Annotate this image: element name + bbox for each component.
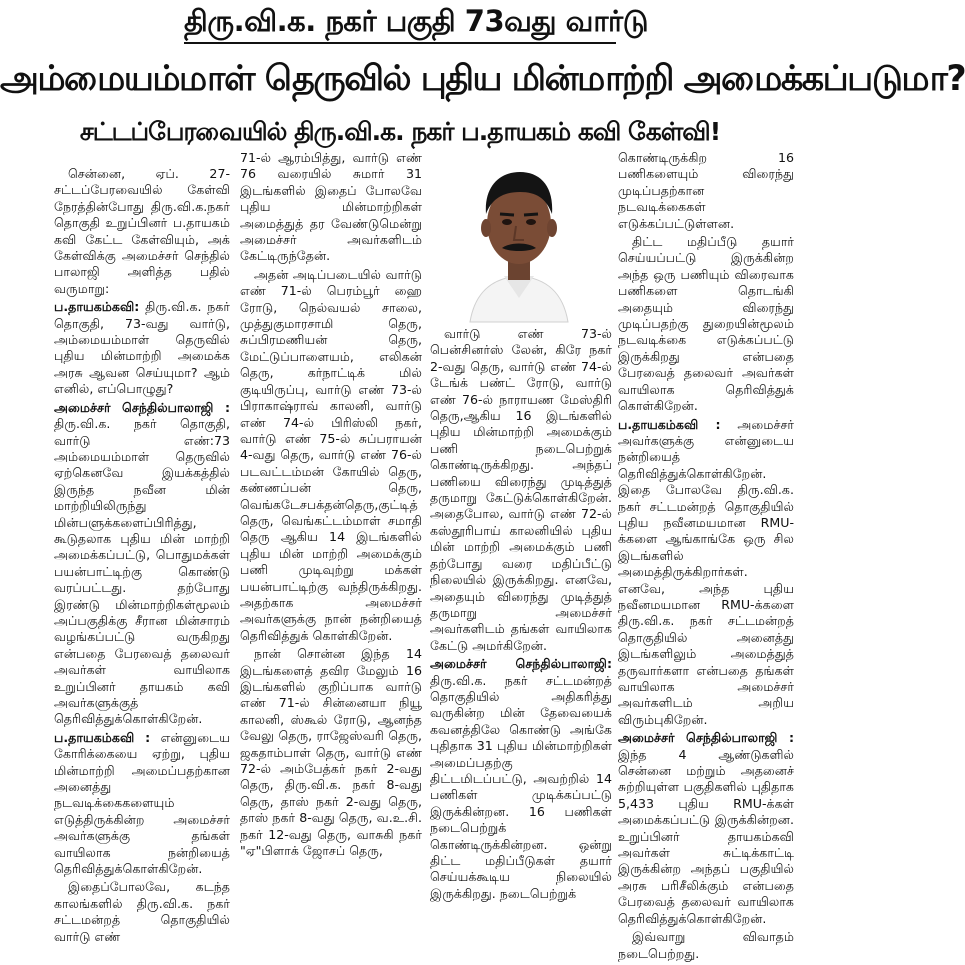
portrait-illustration [430, 152, 608, 322]
subheadline: சட்டப்பேரவையில் திரு.வி.க. நகர் ப.தாயகம் கவி கேள்வி! [79, 117, 721, 146]
speech-text: திரு.வி.க. நகர் தொகுதி, 73-வது வார்டு, அம்மையம்மாள் தெருவில் புதிய மின்மாற்றி அமைக்க அரசு ஆவன செய்யுமா? ஆம் எனில், எப்பொழுது? [54, 299, 230, 397]
kicker-underline [184, 42, 616, 44]
kicker-heading: திரு.வி.க. நகர் பகுதி 73வது வார்டு [184, 4, 649, 38]
paragraph: திட்ட மதிப்பீடு தயார் செய்யப்பட்டு இருக்கின்ற அந்த ஒரு பணியும் விரைவாக பணிகளை தொடங்கி அதையும் விரைந்து முடிப்பதற்கு துறையின்மூலம் நடவடிக்கை எடுக்கப்பட்டு இருக்கிறது என்பதை பேரவைத் தலைவர் அவர்கள் வாயிலாக தெரிவித்துக் கொள்கிறேன். [618, 234, 794, 414]
paragraph: அதன் அடிப்படையில் வார்டு எண் 71-ல் பெரம்பூர் ஹை ரோடு, நெல்வயல் சாலை, முத்துகுமாரசாமி தெரு, சுப்பிரமணியன் தெரு, மேட்டுப்பாளையம், எலிகன் தெரு, கர்நாட்டிக் மில் குடியிருப்பு, வார்டு எண் 73-ல் பிராகாஷ்ராவ் காலனி, வார்டு எண் 74-ல் பிரிஸ்லி நகர், வார்டு எண் 75-ல் சுப்பராயன் 4-வது தெரு, வார்டு எண் 76-ல் படவட்டம்மன் கோயில் தெரு, கண்ணப்பன் தெரு, வெங்கடேசபக்தன்தெரு,குட்டித் தெரு, வெங்கட்டம்மாள் சமாதி தெரு ஆகிய 14 இடங்களில் புதிய மின் மாற்றி அமைக்கும் பணி முடிவுற்று மக்கள் பயன்பாட்டிற்கு வந்திருக்கிறது. அதற்காக அமைச்சர் அவர்களுக்கு நான் நன்றியைத் தெரிவித்துக் கொள்கிறேன். [240, 266, 422, 643]
headline: அம்மையம்மாள் தெருவில் புதிய மின்மாற்றி அமைக்கப்படுமா? [0, 59, 965, 99]
paragraph [54, 400, 230, 728]
speaker-label: அமைச்சர் செந்தில்பாலாஜி : [618, 730, 794, 746]
portrait-photo [430, 152, 608, 322]
paragraph [54, 730, 230, 878]
speaker-label: ப.தாயகம்கவி : [618, 416, 721, 432]
paragraph: நான் சொன்ன இந்த 14 இடங்களைத் தவிர மேலும் 16 இடங்களில் குறிப்பாக வார்டு எண் 71-ல் சின்னையா நியூ காலனி, ஸ்கூல் ரோடு, ஆனந்த வேலு தெரு, ராஜேஸ்வரி தெரு, ஜகதாம்பாள் தெரு, வார்டு எண் 72-ல் அம்பேத்கர் நகர் 2-வது தெரு, திரு.வி.க. நகர் 8-வது தெரு, தாஸ் நகர் 2-வது தெரு, தாஸ் நகர் 8-வது தெரு, வ.உ.சி. நகர் 12-வது தெரு, வாசுகி நகர் "ஏ"பிளாக் ஜோசப் தெரு, [240, 646, 422, 859]
speaker-label: அமைச்சர் செந்தில்பாலாஜி : [54, 399, 230, 415]
speech-text: இந்த 4 ஆண்டுகளில் சென்னை மற்றும் அதனைச் சுற்றியுள்ள பகுதிகளில் புதிதாக 5,433 புதிய RMU-க்கள் அமைக்கப்பட்டு இருக்கின்றன. உறுப்பினர் தாயகம்கவி அவர்கள் சுட்டிக்காட்டி இருக்கின்ற அந்தப் பகுதியில் அரசு பரிசீலிக்கும் என்பதை பேரவைத் தலைவர் வாயிலாக தெரிவித்துக்கொள்கிறேன். [618, 746, 794, 926]
paragraph: இதைப்போலவே, கடந்த காலங்களில் திரு.வி.க. நகர் சட்டமன்றத் தொகுதியில் வார்டு எண் [54, 879, 230, 944]
paragraph [54, 299, 230, 397]
speech-text: என்னுடைய கோரிக்கையை ஏற்று, புதிய மின்மாற்றி அமைப்பதற்கான அனைத்து நடவடிக்கைகளையும் எடுத்திருக்கின்ற அமைச்சர் அவர்களுக்கு தங்கள் வாயிலாக நன்றியைத் தெரிவித்துக்கொள்கிறேன். [54, 729, 230, 877]
paragraph [430, 656, 612, 902]
speaker-label: ப.தாயகம்கவி: [54, 299, 140, 315]
article-column-1 [54, 166, 230, 962]
paragraph: கொண்டிருக்கிற 16 பணிகளையும் விரைந்து முடிப்பதற்கான நடவடிக்கைகள் எடுக்கப்பட்டுள்ளன. [618, 150, 794, 231]
speech-text: திரு.வி.க. நகர் தொகுதி, வார்டு எண்:73 அம்மையம்மாள் தெருவில் ஏற்கெனவே இயக்கத்தில் இருந்த நவீன மின் மாற்றியிலிருந்து மின்பளுக்களைப்பிரித்து, கூடுதலாக புதிய மின் மாற்றி அமைக்கப்பட்டு, பொதுமக்கள் பயன்பாட்டிற்கு கொண்டு வரப்பட்டது. தற்போது இரண்டு மின்மாற்றிகள்மூலம் அப்பகுதிக்கு சீரான மின்சாரம் வழங்கப்பட்டு வருகிறது என்பதை பேரவைத் தலைவர் அவர்கள் வாயிலாக உறுப்பினர் தாயகம் கவி அவர்களுக்குத் தெரிவித்துக்கொள்கிறேன். [54, 416, 230, 727]
paragraph: இவ்வாறு விவாதம் நடைபெற்றது. [618, 929, 794, 961]
paragraph: வார்டு எண் 73-ல் பென்சினர்ஸ் லேன், கிரே நகர் 2-வது தெரு, வார்டு எண் 74-ல் டேங்க் பண்ட் ரோடு, வார்டு எண் 76-ல் நாராயண மேஸ்திரி தெரு,ஆகிய 16 இடங்களில் புதிய மின்மாற்றி அமைக்கும் பணி நடைபெற்றுக் கொண்டிருக்கிறது. அந்தப் பணியை விரைந்து முடித்துத் தருமாறு கேட்டுக்கொள்கிறேன். அதைபோல, வார்டு எண் 72-ல் கஸ்தூரிபாய் காலனியில் புதிய மின் மாற்றி அமைக்கும் பணி தற்போது வரை மதிப்பீட்டு நிலையில் இருக்கிறது. எனவே, அதையும் விரைந்து முடித்துத் தருமாறு அமைச்சர் அவர்களிடம் தங்கள் வாயிலாக கேட்டு அமர்கிறேன். [430, 326, 612, 653]
speaker-label: ப.தாயகம்கவி : [54, 729, 151, 745]
paragraph: சென்னை, ஏப். 27- சட்டப்பேரவையில் கேள்வி நேரத்தின்போது திரு.வி.க.நகர் தொகுதி உறுப்பினர் ப.தாயகம் கவி கேட்ட கேள்வியும், அக் கேள்விக்கு அமைச்சர் செந்தில் பாலாஜி அளித்த பதில் வருமாறு: [54, 166, 230, 296]
article-column-4 [618, 150, 794, 962]
speech-text: அமைச்சர் அவர்களுக்கு என்னுடைய நன்றியைத் தெரிவித்துக்கொள்கிறேன். இதை போலவே திரு.வி.க. நகர் சட்டமன்றத் தொகுதியில் புதிய நவீனமயமான RMU-க்களை ஆங்காங்கே ஒரு சில இடங்களில் அமைத்திருக்கிறார்கள். எனவே, அந்த புதிய நவீனமயமான RMU-க்களை திரு.வி.க. நகர் சட்டமன்றத் தொகுதியில் அனைத்து இடங்களிலும் அமைத்துத் தருவார்களா என்பதை தங்கள் வாயிலாக அமைச்சர் அவர்களிடம் அறிய விரும்புகிறேன். [618, 416, 794, 727]
paragraph [618, 730, 794, 927]
article-column-3 [430, 326, 612, 962]
speech-text: திரு.வி.க. நகர் சட்டமன்றத் தொகுதியில் அதிகரித்து வருகின்ற மின் தேவையைக் கவனத்திலே கொண்டு அங்கே புதிதாக 31 புதிய மின்மாற்றிகள் அமைப்பதற்கு திட்டமிடப்பட்டு, அவற்றில் 14 பணிகள் முடிக்கப்பட்டு இருக்கின்றன. 16 பணிகள் நடைபெற்றுக் கொண்டிருக்கின்றன. ஒன்று திட்ட மதிப்பீடுகள் தயார் செய்யக்கூடிய நிலையில் இருக்கிறது. நடைபெற்றுக் [430, 672, 612, 901]
paragraph [618, 417, 794, 729]
speaker-label: அமைச்சர் செந்தில்பாலாஜி: [430, 656, 612, 672]
article-column-2 [240, 150, 422, 962]
paragraph: 71-ல் ஆரம்பித்து, வார்டு எண் 76 வரையில் சுமார் 31 இடங்களில் இதைப் போலவே புதிய மின்மாற்றிகள் அமைத்துத் தர வேண்டுமென்று அமைச்சர் அவர்களிடம் கேட்டிருந்தேன். [240, 150, 422, 264]
